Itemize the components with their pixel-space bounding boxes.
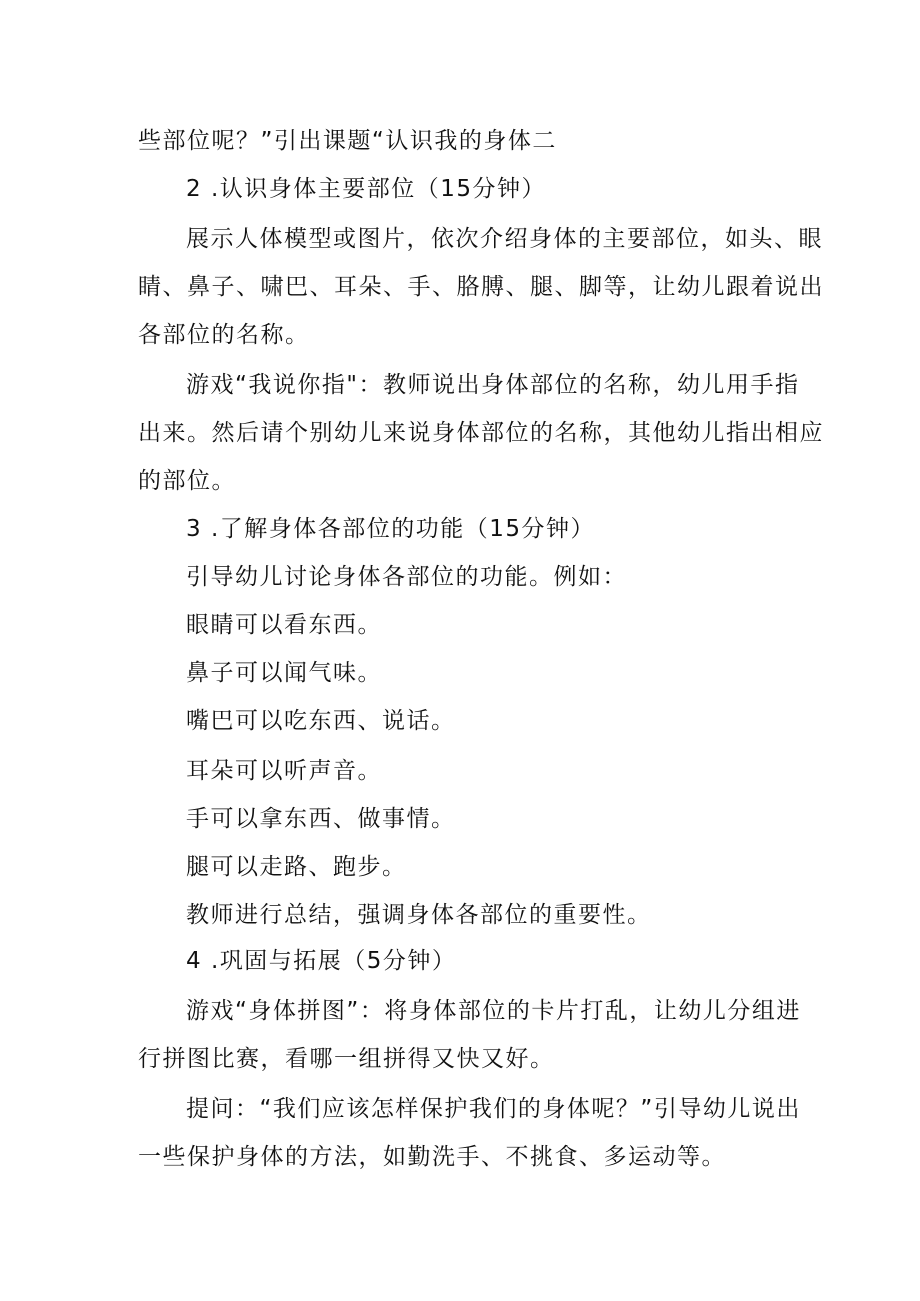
paragraph-line: 引导幼儿讨论身体各部位的功能。例如：	[186, 564, 627, 590]
section-heading-2: 2 .认识身体主要部位（15分钟）	[186, 176, 547, 202]
paragraph-line: 提问：“我们应该怎样保护我们的身体呢？”引导幼儿说出	[186, 1096, 801, 1122]
list-item: 眼睛可以看东西。	[186, 612, 382, 638]
section-heading-3: 3 .了解身体各部位的功能（15分钟）	[186, 516, 596, 542]
paragraph-line: 游戏“我说你指"：教师说出身体部位的名称，幼儿用手指	[186, 372, 800, 398]
paragraph-line: 教师进行总结，强调身体各部位的重要性。	[186, 902, 652, 928]
paragraph-line: 游戏“身体拼图”：将身体部位的卡片打乱，让幼儿分组进	[186, 998, 801, 1024]
list-item: 嘴巴可以吃东西、说话。	[186, 708, 456, 734]
paragraph-line: 些部位呢？”引出课题“认识我的身体二	[138, 128, 557, 154]
list-item: 鼻子可以闻气味。	[186, 660, 382, 686]
paragraph-line: 行拼图比赛，看哪一组拼得又快又好。	[138, 1046, 555, 1072]
list-item: 耳朵可以听声音。	[186, 758, 382, 784]
list-item: 手可以拿东西、做事情。	[186, 806, 456, 832]
paragraph-line: 一些保护身体的方法，如勤洗手、不挑食、多运动等。	[138, 1144, 726, 1170]
paragraph-line: 展示人体模型或图片，依次介绍身体的主要部位，如头、眼	[186, 226, 823, 252]
paragraph-line: 的部位。	[138, 468, 236, 494]
paragraph-line: 出来。然后请个别幼儿来说身体部位的名称，其他幼儿指出相应	[138, 420, 824, 446]
paragraph-line: 各部位的名称。	[138, 322, 310, 348]
list-item: 腿可以走路、跑步。	[186, 854, 407, 880]
section-heading-4: 4 .巩固与拓展（5分钟）	[186, 948, 457, 974]
paragraph-line: 睛、鼻子、啸巴、耳朵、手、胳膊、腿、脚等，让幼儿跟着说出	[138, 274, 824, 300]
